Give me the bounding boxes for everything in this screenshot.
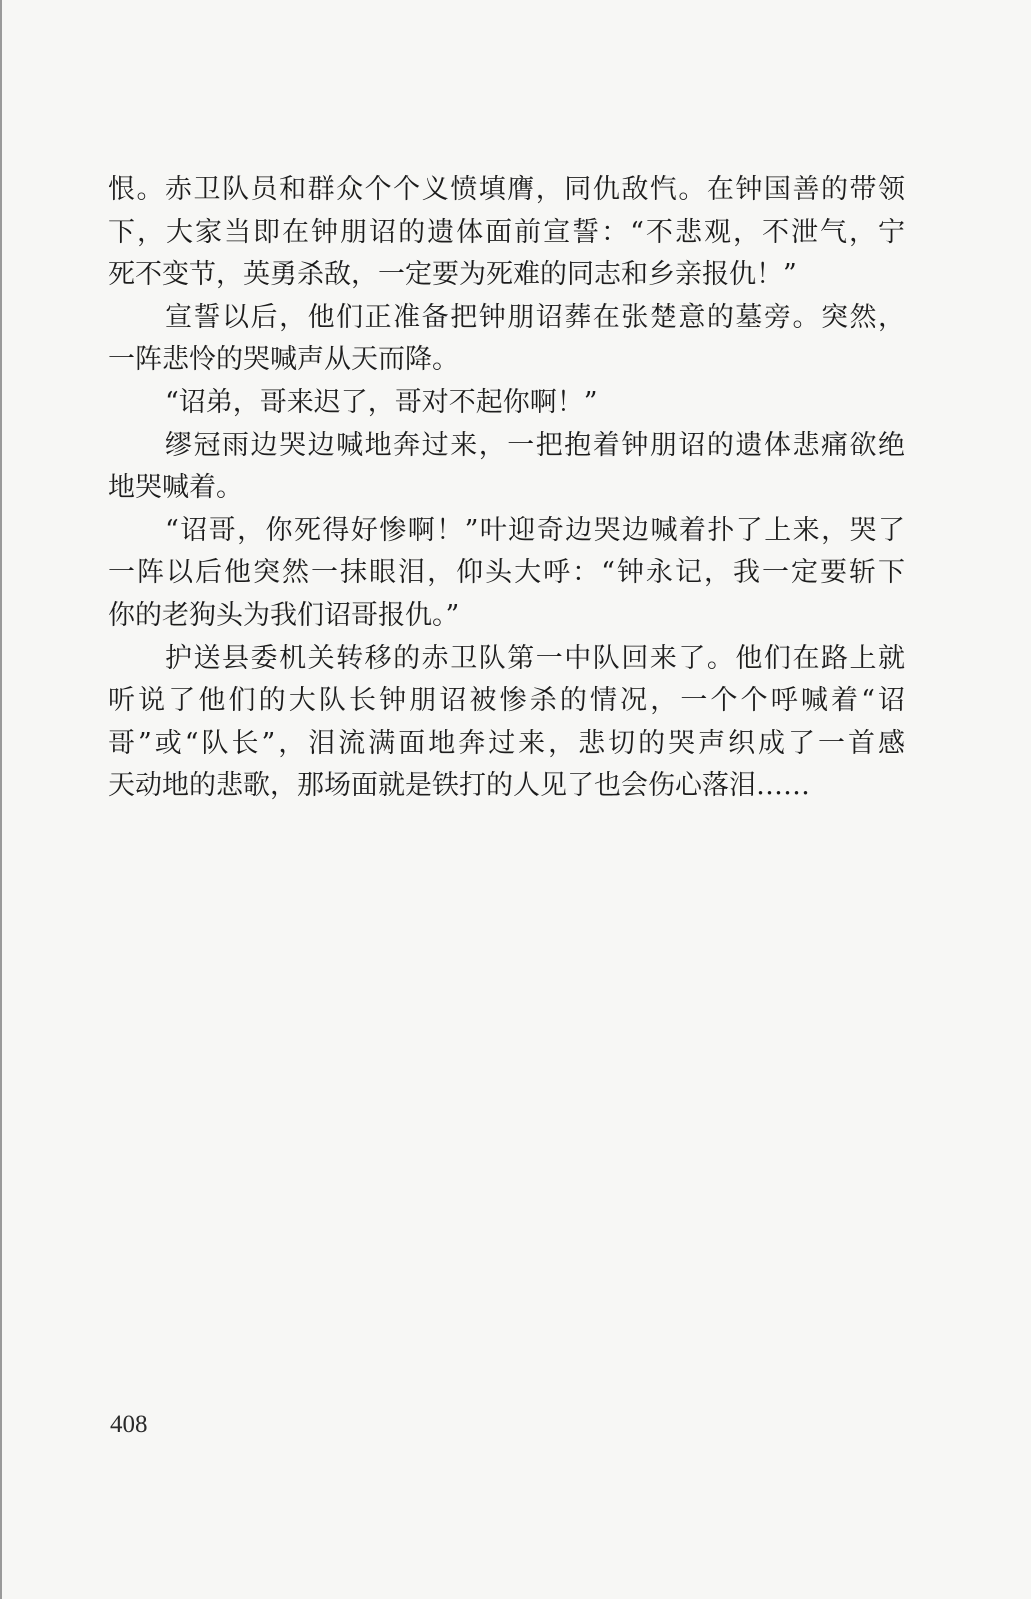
text-line: 下，大家当即在钟朋诏的遗体面前宣誓：“不悲观，不泄气，宁 [108, 216, 905, 248]
paragraph [108, 382, 905, 425]
text-line: “诏哥，你死得好惨啊！”叶迎奇边哭边喊着扑了上来，哭了 [165, 514, 905, 546]
text-line: 死不变节，英勇杀敌，一定要为死难的同志和乡亲报仇！” [108, 259, 797, 291]
page-number: 408 [110, 1411, 148, 1438]
paragraph [108, 425, 905, 510]
paragraph [108, 297, 905, 382]
text-line: 护送县委机关转移的赤卫队第一中队回来了。他们在路上就 [165, 642, 905, 674]
text-line: 哥”或“队长”，泪流满面地奔过来，悲切的哭声织成了一首感 [108, 727, 905, 759]
paragraph [108, 169, 905, 297]
text-line: “诏弟，哥来迟了，哥对不起你啊！” [165, 386, 598, 418]
page-edge [0, 0, 2, 1599]
text-line: 天动地的悲歌，那场面就是铁打的人见了也会伤心落泪…… [108, 770, 810, 802]
text-line: 一阵悲怜的哭喊声从天而降。 [108, 344, 459, 376]
text-line: 缪冠雨边哭边喊地奔过来，一把抱着钟朋诏的遗体悲痛欲绝 [165, 429, 905, 461]
paragraph [108, 638, 905, 808]
text-line: 恨。赤卫队员和群众个个义愤填膺，同仇敌忾。在钟国善的带领 [108, 174, 905, 205]
text-line: 一阵以后他突然一抹眼泪，仰头大呼：“钟永记，我一定要斩下 [108, 557, 905, 589]
paragraph [108, 510, 905, 638]
text-line: 听说了他们的大队长钟朋诏被惨杀的情况，一个个呼喊着“诏 [108, 685, 905, 717]
body-text [108, 169, 905, 808]
text-line: 宣誓以后，他们正准备把钟朋诏葬在张楚意的墓旁。突然， [165, 301, 905, 333]
text-line: 地哭喊着。 [108, 472, 243, 504]
text-line: 你的老狗头为我们诏哥报仇。” [108, 599, 460, 631]
